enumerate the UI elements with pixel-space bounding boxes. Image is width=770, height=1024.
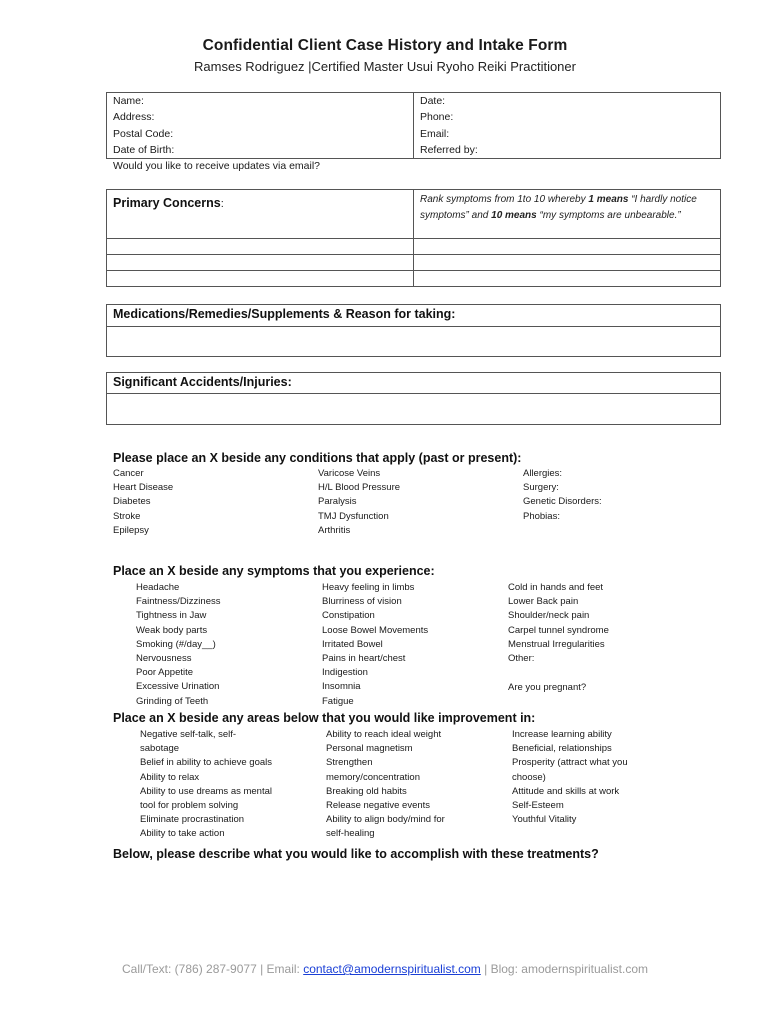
improvement-item[interactable]: Ability to align body/mind for [326, 814, 445, 826]
symptom-item[interactable]: Tightness in Jaw [136, 610, 207, 622]
rank-text-1: Rank symptoms from 1to 10 whereby [420, 194, 589, 205]
condition-item[interactable]: Genetic Disorders: [523, 496, 602, 508]
improvement-item[interactable]: Personal magnetism [326, 743, 413, 755]
info-left-fields [113, 93, 320, 174]
improvement-col-1 [140, 728, 272, 842]
improvement-item[interactable]: Increase learning ability [512, 729, 612, 740]
primary-concerns-heading [113, 194, 224, 212]
rank-text-2: “I hardly notice symptoms” and [420, 194, 697, 221]
improvement-item[interactable]: Strengthen [326, 757, 373, 769]
condition-item[interactable]: Stroke [113, 510, 141, 522]
conditions-col-3 [523, 467, 602, 524]
symptom-item[interactable]: Loose Bowel Movements [322, 624, 429, 636]
improvement-col-3 [512, 728, 628, 827]
improvement-item[interactable]: Prosperity (attract what you [512, 757, 628, 769]
conditions-heading: Please place an X beside any conditions that apply (past or present): [113, 451, 522, 465]
symptom-item[interactable]: Irritated Bowel [322, 638, 383, 650]
condition-item[interactable]: Surgery: [523, 482, 559, 494]
rank-instructions [420, 192, 715, 223]
email-field[interactable]: Email: [420, 127, 450, 140]
improvement-item[interactable]: choose) [512, 771, 546, 783]
improvement-item[interactable]: Attitude and skills at work [512, 785, 620, 797]
accomplish-input[interactable] [113, 868, 713, 948]
primary-concerns-label: Primary Concerns [113, 196, 221, 210]
conditions-col-2 [318, 467, 400, 538]
info-right-fields [420, 93, 478, 158]
symptom-item[interactable]: Blurriness of vision [322, 596, 402, 608]
condition-item[interactable]: Allergies: [523, 468, 563, 479]
improvement-item[interactable]: Ability to use dreams as mental [140, 785, 273, 797]
symptom-item[interactable]: Grinding of Teeth [136, 695, 209, 707]
conditions-col-1 [113, 467, 173, 538]
medications-input[interactable] [107, 327, 720, 356]
condition-item[interactable]: Cancer [113, 468, 144, 479]
symptom-item[interactable]: Weak body parts [136, 624, 208, 636]
name-field[interactable]: Name: [113, 95, 144, 107]
improvement-item[interactable]: memory/concentration [326, 771, 420, 783]
symptom-item[interactable]: Menstrual Irregularities [508, 638, 605, 650]
improvement-item[interactable]: Breaking old habits [326, 785, 407, 797]
improvement-item[interactable]: tool for problem solving [140, 800, 239, 812]
symptom-item[interactable]: Excessive Urination [136, 681, 220, 693]
improvement-item[interactable]: self-healing [326, 828, 375, 840]
symptoms-heading: Place an X beside any symptoms that you experience: [113, 564, 435, 578]
footer-email-link[interactable]: contact@amodernspiritualist.com [303, 962, 481, 976]
form-title: Confidential Client Case History and Intake Form [202, 37, 568, 54]
footer-prefix: Call/Text: (786) 287-9077 | Email: [122, 962, 304, 976]
symptom-item[interactable]: Insomnia [322, 681, 361, 693]
symptoms-col-2 [322, 581, 428, 709]
symptom-item[interactable]: Headache [136, 582, 180, 593]
accidents-heading: Significant Accidents/Injuries: [113, 375, 292, 389]
improvement-item[interactable]: Ability to reach ideal weight [326, 729, 442, 740]
symptom-item[interactable]: Lower Back pain [508, 596, 579, 608]
phone-field[interactable]: Phone: [420, 111, 454, 124]
footer-suffix: | Blog: amodernspiritualist.com [480, 962, 648, 976]
condition-item[interactable]: Arthritis [318, 524, 351, 536]
improvement-item[interactable]: Self-Esteem [512, 800, 564, 812]
email-updates-field[interactable]: Would you like to receive updates via email? [113, 160, 321, 173]
improvement-item[interactable]: Belief in ability to achieve goals [140, 757, 273, 769]
improvement-item[interactable]: Eliminate procrastination [140, 814, 245, 826]
improvement-item[interactable]: Ability to take action [140, 828, 225, 840]
symptom-item[interactable]: Cold in hands and feet [508, 582, 604, 593]
medications-heading: Medications/Remedies/Supplements & Reason for taking: [113, 307, 456, 321]
symptom-item[interactable]: Nervousness [136, 653, 192, 665]
symptom-item[interactable]: Carpel tunnel syndrome [508, 624, 609, 636]
improvement-item[interactable]: sabotage [140, 743, 180, 755]
improvement-item[interactable]: Beneficial, relationships [512, 743, 612, 755]
symptom-item[interactable]: Constipation [322, 610, 375, 622]
condition-item[interactable]: H/L Blood Pressure [318, 482, 401, 494]
improvement-item[interactable]: Ability to relax [140, 771, 200, 783]
symptom-item[interactable]: Shoulder/neck pain [508, 610, 590, 622]
concern-row-3[interactable] [107, 271, 720, 286]
rank-text-3: “my symptoms are unbearable.” [536, 209, 681, 221]
symptom-item[interactable]: Indigestion [322, 667, 368, 679]
concern-row-1[interactable] [107, 239, 720, 254]
symptom-item[interactable]: Pains in heart/chest [322, 653, 406, 665]
concern-row-2[interactable] [107, 255, 720, 270]
postal-code-field[interactable]: Postal Code: [113, 127, 174, 140]
primary-concerns-colon: : [220, 198, 224, 210]
date-field[interactable]: Date: [420, 95, 446, 107]
symptom-item[interactable]: Other: [508, 653, 535, 665]
rank-text-1-means: 1 means [588, 194, 629, 205]
condition-item[interactable]: Diabetes [113, 496, 151, 508]
condition-item[interactable]: Varicose Veins [318, 468, 381, 479]
symptom-item[interactable]: Smoking (#/day__) [136, 638, 216, 650]
info-divider [413, 92, 414, 159]
improvement-item[interactable]: Youthful Vitality [512, 814, 577, 826]
pregnant-question[interactable]: Are you pregnant? [508, 682, 587, 693]
condition-item[interactable]: TMJ Dysfunction [318, 510, 389, 522]
improvement-heading: Place an X beside any areas below that you would like improvement in: [113, 711, 536, 725]
condition-item[interactable]: Phobias: [523, 510, 560, 522]
accomplish-heading: Below, please describe what you would like to accomplish with these treatments? [113, 847, 599, 861]
form-subtitle: Ramses Rodriguez |Certified Master Usui Ryoho Reiki Practitioner [194, 59, 576, 74]
address-field[interactable]: Address: [113, 111, 155, 124]
symptom-item[interactable]: Poor Appetite [136, 667, 194, 679]
condition-item[interactable]: Paralysis [318, 496, 357, 508]
symptom-item[interactable]: Fatigue [322, 695, 354, 707]
symptoms-col-3 [508, 581, 609, 666]
symptom-item[interactable]: Heavy feeling in limbs [322, 582, 415, 593]
symptoms-col-1 [136, 581, 220, 709]
accidents-input[interactable] [107, 394, 720, 424]
date-of-birth-field[interactable]: Date of Birth: [113, 143, 175, 156]
referred-by-field[interactable]: Referred by: [420, 143, 478, 156]
condition-item[interactable]: Heart Disease [113, 482, 174, 494]
improvement-item[interactable]: Release negative events [326, 800, 431, 812]
condition-item[interactable]: Epilepsy [113, 524, 149, 536]
improvement-item[interactable]: Negative self-talk, self- [140, 729, 237, 740]
symptom-item[interactable]: Faintness/Dizziness [136, 596, 221, 608]
improvement-col-2 [326, 728, 445, 842]
rank-text-10-means: 10 means [491, 209, 537, 221]
footer-contact [0, 962, 770, 976]
